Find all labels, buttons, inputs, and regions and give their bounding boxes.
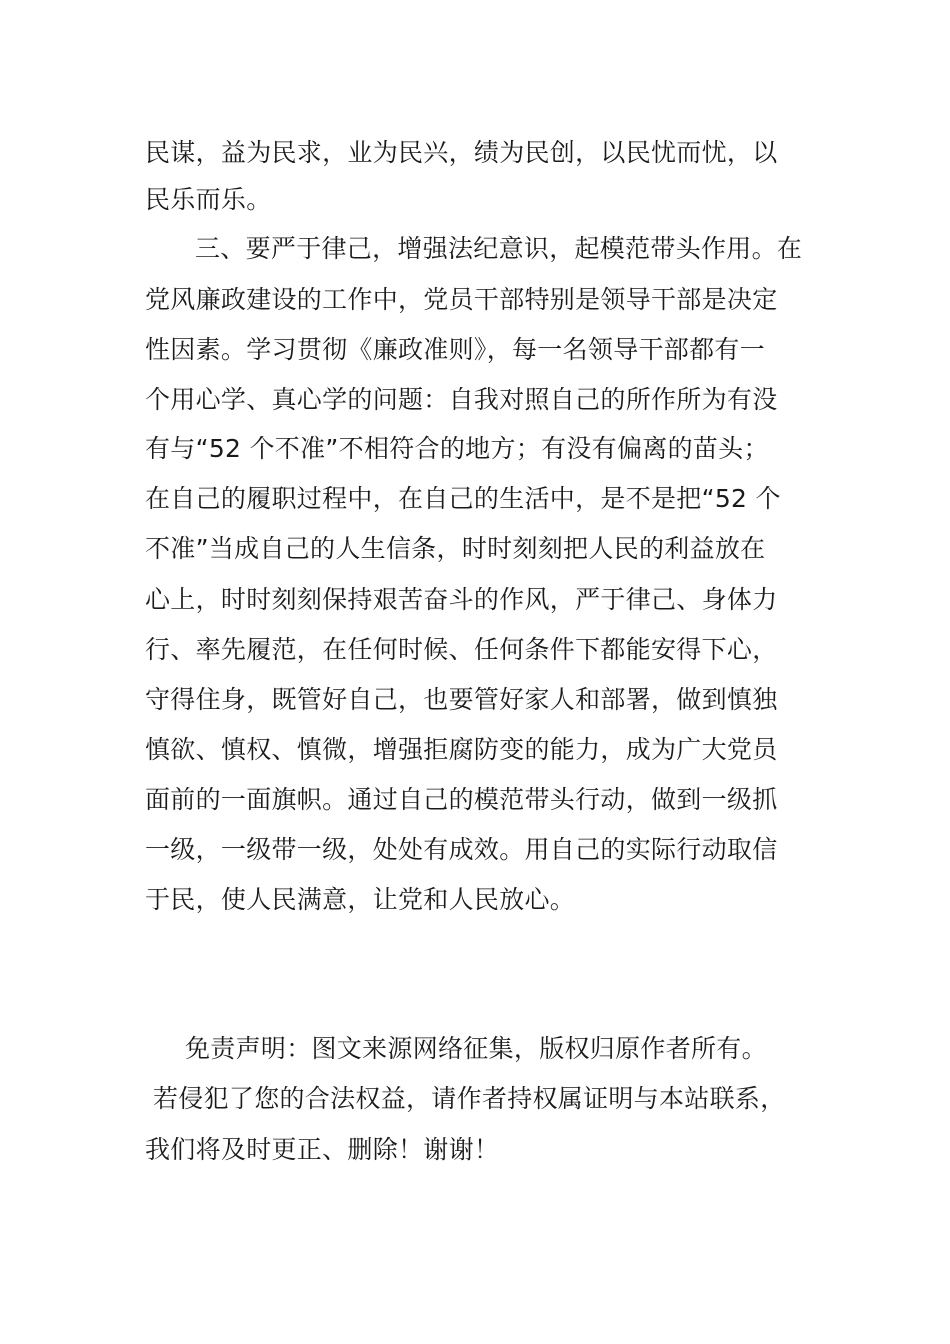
- body-line-2: 民乐而乐。: [145, 185, 272, 214]
- body-line-12: 守得住身，既管好自己，也要管好家人和部署，做到慎独: [145, 685, 778, 714]
- body-line-7: 有与“52 个不准”不相符合的地方；有没有偏离的苗头；: [145, 434, 769, 463]
- disclaimer-line-2: 若侵犯了您的合法权益，请作者持权属证明与本站联系，: [153, 1084, 786, 1113]
- body-line-10: 心上，时时刻刻保持艰苦奋斗的作风，严于律己、身体力: [145, 585, 778, 614]
- body-line-3: 三、要严于律己，增强法纪意识，起模范带头作用。在: [195, 234, 803, 263]
- body-line-4: 党风廉政建设的工作中，党员干部特别是领导干部是决定: [145, 285, 778, 314]
- body-line-11: 行、率先履范，在任何时候、任何条件下都能安得下心，: [145, 635, 778, 664]
- body-line-15: 一级，一级带一级，处处有成效。用自己的实际行动取信: [145, 835, 778, 864]
- disclaimer-line-3: 我们将及时更正、删除！谢谢！: [145, 1135, 500, 1164]
- body-line-9: 不准”当成自己的人生信条，时时刻刻把人民的利益放在: [145, 534, 766, 563]
- body-line-8: 在自己的履职过程中，在自己的生活中，是不是把“52 个: [145, 484, 781, 513]
- body-line-14: 面前的一面旗帜。通过自己的模范带头行动，做到一级抓: [145, 785, 778, 814]
- body-line-6: 个用心学、真心学的问题：自我对照自己的所作所为有没: [145, 385, 778, 414]
- body-line-16: 于民，使人民满意，让党和人民放心。: [145, 885, 576, 914]
- body-line-1: 民谋，益为民求，业为民兴，绩为民创，以民忧而忧，以: [145, 138, 778, 167]
- body-line-13: 慎欲、慎权、慎微，增强拒腐防变的能力，成为广大党员: [145, 735, 778, 764]
- body-line-5: 性因素。学习贯彻《廉政准则》，每一名领导干部都有一: [145, 335, 766, 364]
- disclaimer-line-1: 免责声明：图文来源网络征集，版权归原作者所有。: [185, 1034, 767, 1063]
